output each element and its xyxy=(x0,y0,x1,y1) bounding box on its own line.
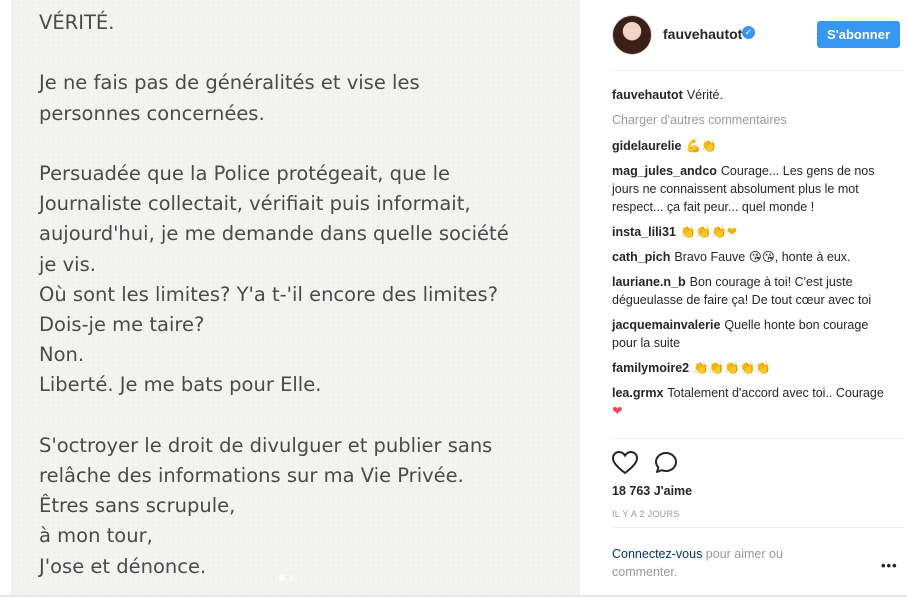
login-prompt xyxy=(612,545,842,581)
post-header xyxy=(597,0,907,70)
comment-emoji: 💪👏 xyxy=(685,138,717,153)
list-item xyxy=(612,223,892,241)
comment-username[interactable]: cath_pich xyxy=(612,250,671,264)
comments-list xyxy=(612,86,892,427)
follow-button[interactable]: S'abonner xyxy=(817,21,900,48)
list-item xyxy=(612,162,892,216)
carousel-dot-active xyxy=(279,575,285,581)
actions-divider xyxy=(612,527,904,528)
comment-username[interactable]: familymoire2 xyxy=(612,361,690,375)
login-prompt-text: pour aimer ou commenter. xyxy=(612,547,783,579)
list-item xyxy=(612,316,892,352)
list-item xyxy=(612,359,892,377)
more-options-button[interactable]: ••• xyxy=(881,558,898,573)
caption-username[interactable]: fauvehautot xyxy=(612,88,683,102)
list-item xyxy=(612,248,892,266)
comment-emoji: 👏👏👏👏👏 xyxy=(693,360,771,375)
comment-username[interactable]: lea.grmx xyxy=(612,386,664,400)
comment-username[interactable]: insta_lili31 xyxy=(612,225,676,239)
comment-text: Totalement d'accord avec toi.. Courage xyxy=(667,386,884,400)
heart-icon[interactable] xyxy=(612,451,638,475)
comment-emoji: 👏👏👏❤ xyxy=(679,224,738,239)
comment-username[interactable]: gidelaurelie xyxy=(612,139,682,153)
post-timestamp[interactable]: IL Y A 2 JOURS xyxy=(612,509,680,519)
comment-text: Bravo Fauve 😘😘, honte à eux. xyxy=(674,250,851,264)
carousel-indicator xyxy=(279,575,295,581)
caption-text: Vérité. xyxy=(686,88,723,102)
post-sidebar xyxy=(597,0,907,597)
comment-username[interactable]: jacquemainvalerie xyxy=(612,318,721,332)
list-item xyxy=(612,137,892,155)
comment-text: Courage... Les gens de nos jours ne connaissent absolument plus le mot respect... ça fait peur... quel monde ! xyxy=(612,164,875,214)
heart-emoji: ❤ xyxy=(612,403,623,418)
caption xyxy=(612,86,892,104)
list-item xyxy=(612,273,892,309)
action-bar xyxy=(612,451,680,475)
header-username[interactable]: fauvehautot xyxy=(663,26,743,42)
header-divider xyxy=(612,70,904,71)
comment-username[interactable]: mag_jules_andco xyxy=(612,164,717,178)
carousel-dot xyxy=(289,575,295,581)
likes-count[interactable]: 18 763 J'aime xyxy=(612,484,693,498)
comment-text: Quelle honte bon courage pour la suite xyxy=(612,318,869,350)
load-more-comments-link[interactable]: Charger d'autres commentaires xyxy=(612,113,787,127)
list-item xyxy=(612,384,892,420)
comment-text: Bon courage à toi! C'est juste dégueulasse de faire ça! De tout cœur avec toi xyxy=(612,275,872,307)
comment-icon[interactable] xyxy=(654,451,680,475)
post-image-text: VÉRITÉ. Je ne fais pas de généralités et vise les personnes concernées. Persuadée que la Police protégeait, que le Journaliste collectait, vérifiait puis informait, aujourd'hui, je me demande dans quelle société je vis. Où sont les limites? Y'a t-'il encore des limites? Dois-je me taire? Non. Liberté. Je me bats pour Elle. S'octroyer le droit de divulguer et publier sans relâche des informations sur ma Vie Privée. Êtres sans scrupule, à mon tour, J'ose et dénonce. xyxy=(39,11,509,578)
verified-icon: ✓ xyxy=(742,26,755,39)
login-link[interactable]: Connectez-vous xyxy=(612,547,703,561)
comments-divider xyxy=(612,438,904,439)
post-image[interactable] xyxy=(11,0,580,597)
avatar[interactable] xyxy=(612,15,652,55)
comment-username[interactable]: lauriane.n_b xyxy=(612,275,686,289)
